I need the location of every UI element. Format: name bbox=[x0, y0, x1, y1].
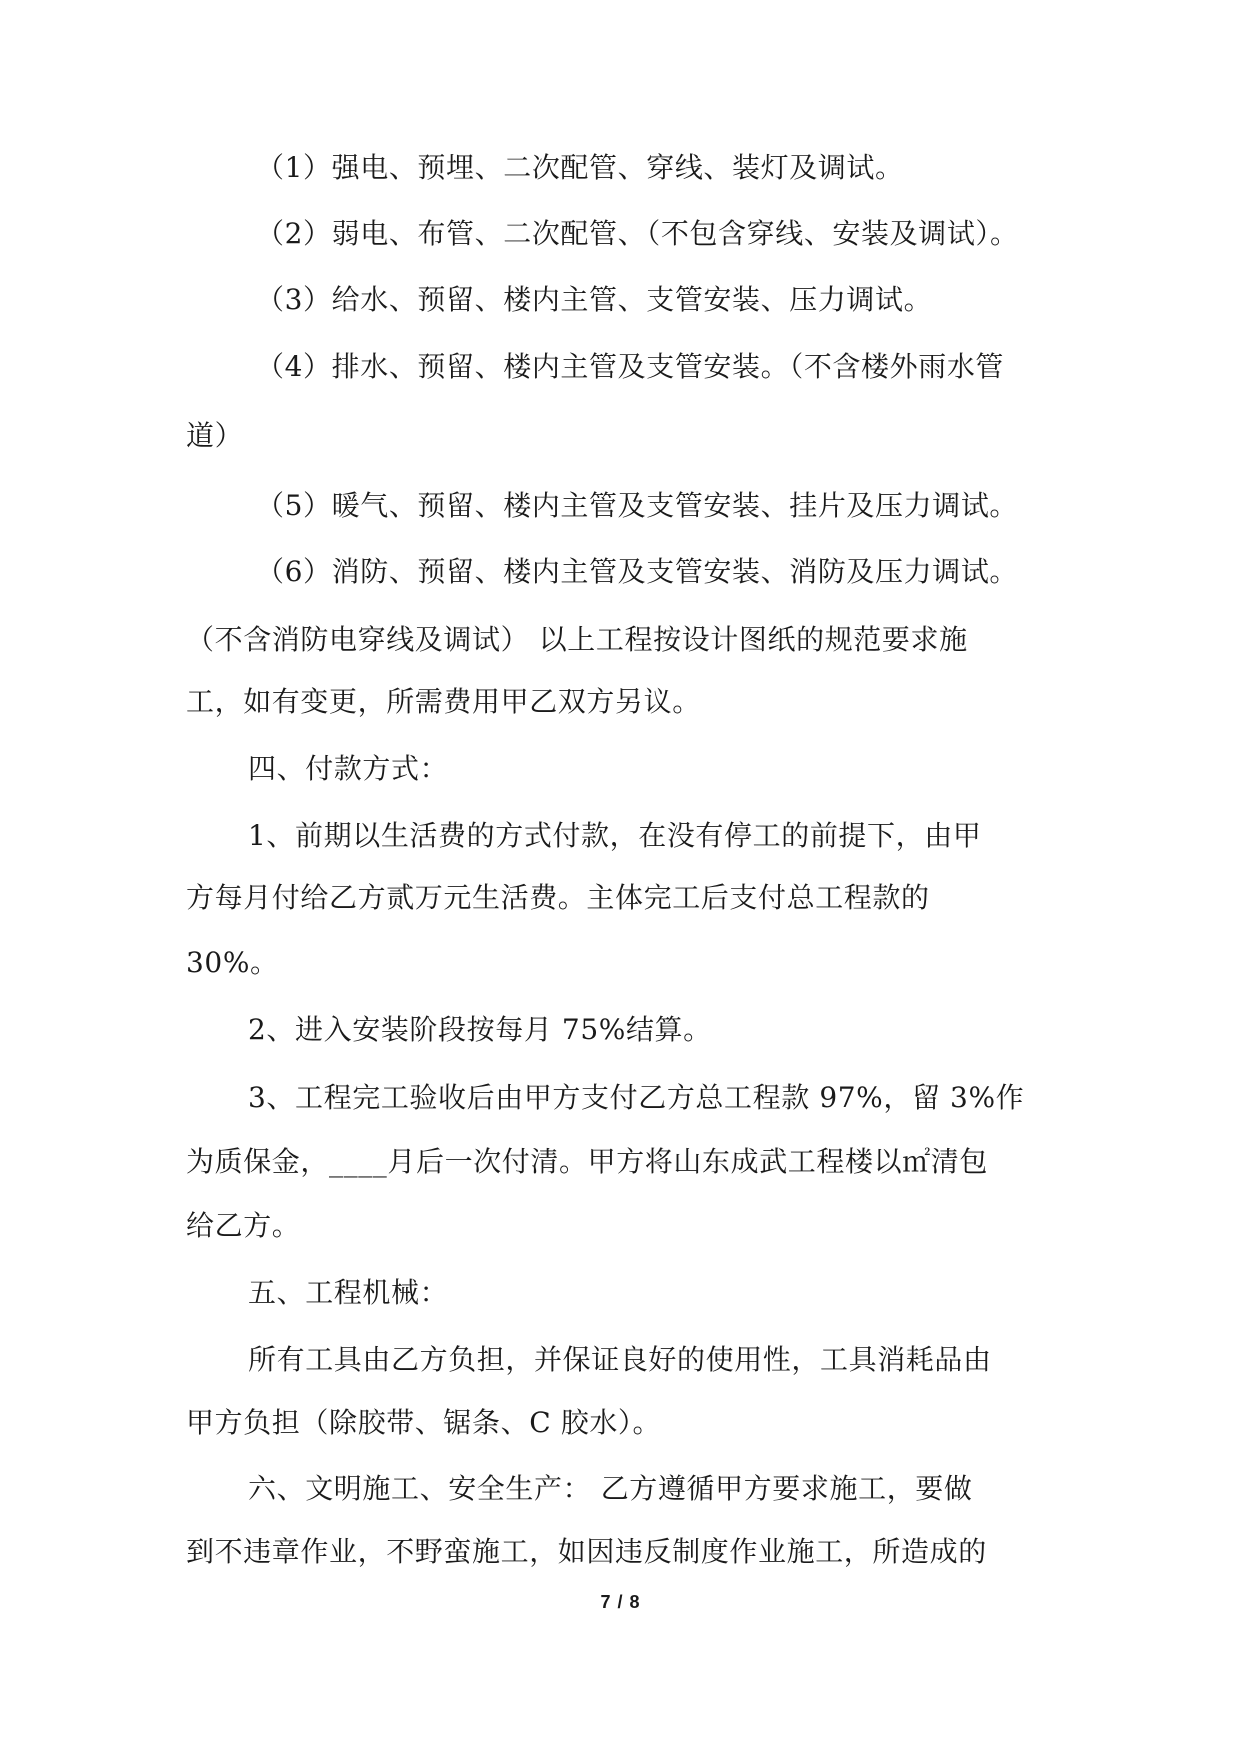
section-heading-machinery: 五、工程机械： bbox=[248, 1276, 449, 1309]
text-line-15: 3、工程完工验收后由甲方支付乙方总工程款 97%，留 3%作 bbox=[248, 1081, 1025, 1114]
text-line-1: （1）强电、预埋、二次配管、穿线、装灯及调试。 bbox=[256, 151, 904, 184]
text-line-13: 30%。 bbox=[186, 946, 279, 979]
text-line-8: （不含消防电穿线及调试） 以上工程按设计图纸的规范要求施 bbox=[186, 623, 968, 656]
page-number: 7 / 8 bbox=[600, 1592, 641, 1612]
text-line-3: （3）给水、预留、楼内主管、支管安装、压力调试。 bbox=[256, 283, 933, 316]
text-line-6: （5）暖气、预留、楼内主管及支管安装、挂片及压力调试。 bbox=[256, 489, 1019, 522]
text-line-16: 为质保金，____月后一次付清。甲方将山东成武工程楼以㎡清包 bbox=[186, 1145, 989, 1178]
text-line-20: 甲方负担（除胶带、锯条、C 胶水）。 bbox=[186, 1406, 662, 1439]
text-line-2: （2）弱电、布管、二次配管、（不包含穿线、安装及调试）。 bbox=[256, 217, 1019, 250]
text-line-11: 1、前期以生活费的方式付款，在没有停工的前提下，由甲 bbox=[248, 819, 982, 852]
text-line-17: 给乙方。 bbox=[186, 1209, 301, 1242]
text-line-12: 方每月付给乙方贰万元生活费。主体完工后支付总工程款的 bbox=[186, 881, 930, 914]
text-line-9: 工，如有变更，所需费用甲乙双方另议。 bbox=[186, 685, 701, 718]
section-heading-safety: 六、文明施工、安全生产： 乙方遵循甲方要求施工，要做 bbox=[248, 1472, 973, 1505]
text-line-4: （4）排水、预留、楼内主管及支管安装。（不含楼外雨水管 bbox=[256, 350, 1005, 383]
text-line-14: 2、进入安装阶段按每月 75%结算。 bbox=[248, 1013, 712, 1046]
text-line-19: 所有工具由乙方负担，并保证良好的使用性，工具消耗品由 bbox=[248, 1343, 992, 1376]
text-line-22: 到不违章作业，不野蛮施工，如因违反制度作业施工，所造成的 bbox=[186, 1535, 987, 1568]
section-heading-payment: 四、付款方式： bbox=[248, 752, 449, 785]
text-line-7: （6）消防、预留、楼内主管及支管安装、消防及压力调试。 bbox=[256, 555, 1019, 588]
text-line-5: 道） bbox=[186, 419, 244, 452]
